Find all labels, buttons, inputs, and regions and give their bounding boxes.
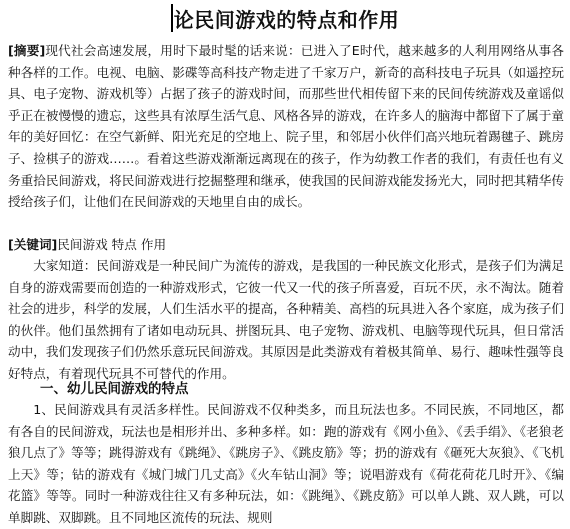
keywords-label: [关键词]: [8, 237, 58, 252]
text-cursor: [171, 4, 173, 32]
title-line: [0, 4, 570, 33]
keywords-text: 民间游戏 特点 作用: [57, 237, 167, 252]
body-paragraph: 1、民间游戏具有灵活多样性。民间游戏不仅种类多，而且玩法也多。不同民族，不同地区，都有各自的民间游戏，玩法也是相形并出、多种多样。如：跑的游戏有《网小鱼》、《丢手绢》、《老狼老狼几点了》等等；跳得游戏有《跳绳》、《跳房子》、《跳皮筋》等；扔的游戏有《砸死大灰狼》、《飞机上天》等；钻的游戏有《城门城门几丈高》《火车钻山洞》等；说唱游戏有《荷花荷花几时开》、《编花篮》等等。同时一种游戏往往又有多种玩法，如：《跳绳》、《跳皮筋》可以单人跳、双人跳，可以单脚跳、双脚跳。且不同地区流传的玩法、规则: [8, 402, 564, 525]
page-title: 论民间游戏的特点和作用: [173, 8, 400, 32]
keywords-line: [8, 234, 564, 256]
abstract-text: 现代社会高速发展，用时下最时髦的话来说：已进入了E时代，越来越多的人利用网络从事各种各样的工作。电视、电脑、影碟等高科技产物走进了千家万户，新奇的高科技电子玩具（如遥控玩具、电子宠物、游戏机等）占据了孩子的游戏时间，而那些世代相传留下来的民间传统游戏及童谣似乎正在被慢慢的遗忘，这些具有浓厚生活气息、风格各异的游戏，在许多人的脑海中都留下了属于童年的美好回忆：在空气新鲜、阳光充足的空地上、院子里，和邻居小伙伴们高兴地玩着踢毽子、跳房子、捡棋子的游戏……。看着这些游戏渐渐远离现在的孩子，作为幼教工作者的我们，有责任也有义务重拾民间游戏，将民间游戏进行挖掘整理和继承，使我国的民间游戏能发扬光大，同时把其精华传授给孩子们，让他们在民间游戏的天地里自由的成长。: [8, 43, 564, 210]
intro-paragraph: 大家知道：民间游戏是一种民间广为流传的游戏，是我国的一种民族文化形式，是孩子们为满足自身的游戏需要而创造的一种游戏形式，它彼一代又一代的孩子所喜爱，百玩不厌，永不淘汰。随着社会的进步，科学的发展，人们生活水平的提高，各种精美、高档的玩具进入各个家庭，成为孩子们的伙伴。他们虽然拥有了诸如电动玩具、拼图玩具、电子宠物、游戏机、电脑等现代玩具，但日常活动中，我们发现孩子们仍然乐意玩民间游戏。其原因是此类游戏有着极其简单、易行、趣味性强等良好特点，有着现代玩具不可替代的作用。: [8, 258, 564, 381]
section-heading: 一、幼儿民间游戏的特点: [40, 381, 189, 397]
abstract-paragraph: [8, 40, 564, 213]
abstract-label: [摘要]: [8, 43, 46, 58]
